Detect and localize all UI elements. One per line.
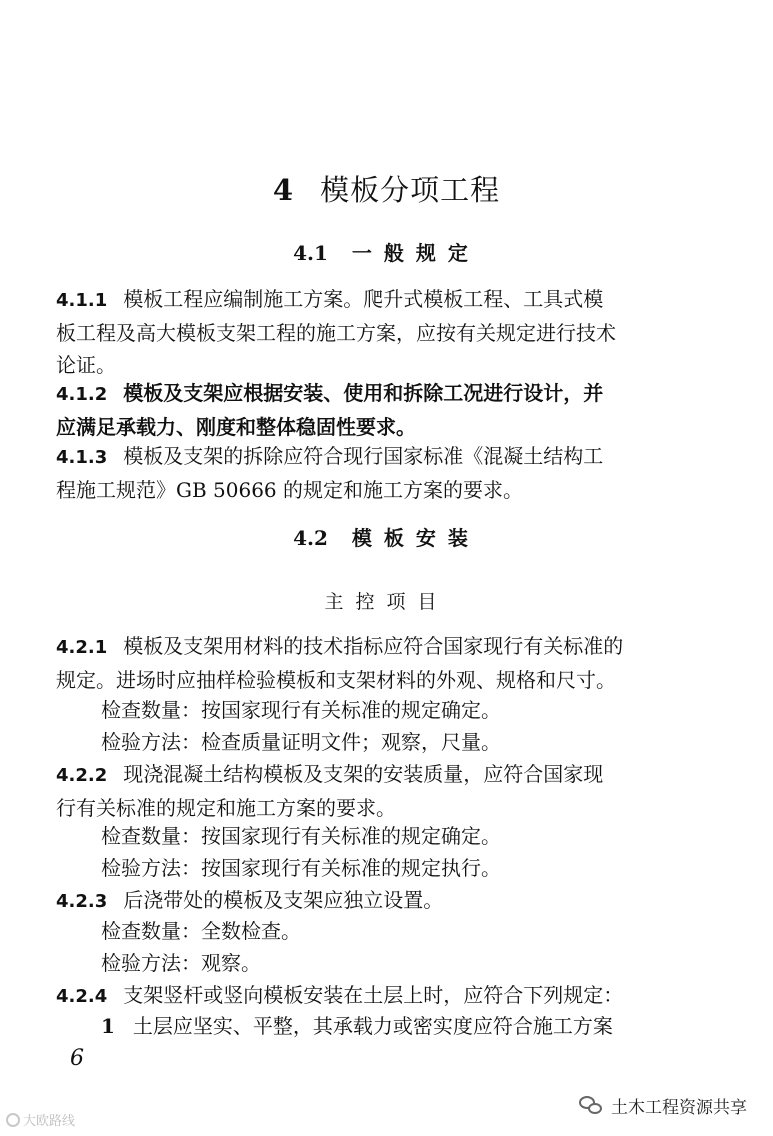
account-name: 土木工程资源共享 <box>611 1098 747 1118</box>
chapter-number: 4 <box>272 173 295 207</box>
clause-4-2-1 <box>56 630 680 696</box>
clause-number: 4.2.4 <box>56 986 108 1007</box>
check-quantity: 检查数量：全数检查。 <box>101 919 301 943</box>
watermark <box>6 1110 75 1129</box>
clause-text: 模板及支架用材料的技术指标应符合国家现行有关标准的 <box>123 634 624 658</box>
section-title-text: 一般规定 <box>351 241 480 265</box>
watermark-text: 大欧路线 <box>23 1114 76 1129</box>
check-method: 检验方法：检查质量证明文件；观察，尺量。 <box>101 730 501 754</box>
clause-number: 4.1.2 <box>56 384 108 405</box>
clause-number: 4.2.2 <box>56 765 108 786</box>
clause-text: 模板工程应编制施工方案。爬升式模板工程、工具式模 <box>123 287 604 311</box>
clause-text: 规定。进场时应抽样检验模板和支架材料的外观、规格和尺寸。 <box>56 668 616 692</box>
clause-text: 模板及支架应根据安装、使用和拆除工况进行设计，并 <box>123 381 604 405</box>
section-number: 4.2 <box>293 526 328 550</box>
check-method: 检验方法：按国家现行有关标准的规定执行。 <box>101 856 501 880</box>
clause-text: 程施工规范》GB 50666 的规定和施工方案的要求。 <box>56 478 524 502</box>
clause-text: 支架竖杆或竖向模板安装在土层上时，应符合下列规定： <box>123 983 624 1007</box>
section-title-4-2 <box>0 522 773 551</box>
clause-text: 板工程及高大模板支架工程的施工方案，应按有关规定进行技术 <box>56 321 616 345</box>
clause-number: 4.2.1 <box>56 637 108 658</box>
check-quantity: 检查数量：按国家现行有关标准的规定确定。 <box>101 698 501 722</box>
clause-number: 4.1.1 <box>56 290 108 311</box>
chapter-title-text: 模板分项工程 <box>320 173 501 207</box>
clause-4-1-1 <box>56 283 680 381</box>
clause-text: 现浇混凝土结构模板及支架的安装质量，应符合国家现 <box>123 762 604 786</box>
list-item-number: 1 <box>101 1014 115 1038</box>
clause-text: 行有关标准的规定和施工方案的要求。 <box>56 796 396 820</box>
clause-4-1-2 <box>56 377 680 443</box>
clause-number: 4.1.3 <box>56 447 108 468</box>
check-method: 检验方法：观察。 <box>101 951 261 975</box>
section-number: 4.1 <box>293 241 328 265</box>
check-quantity: 检查数量：按国家现行有关标准的规定确定。 <box>101 824 501 848</box>
clause-4-2-4 <box>56 979 680 1013</box>
clause-4-2-2 <box>56 758 680 824</box>
page-number: 6 <box>70 1046 84 1071</box>
subheading-main-control-items: 主控项目 <box>324 591 449 613</box>
section-title-4-1 <box>0 237 773 266</box>
list-item-text: 土层应坚实、平整，其承载力或密实度应符合施工方案 <box>132 1014 613 1038</box>
clause-text: 模板及支架的拆除应符合现行国家标准《混凝土结构工 <box>123 444 604 468</box>
clause-text: 后浇带处的模板及支架应独立设置。 <box>123 888 444 912</box>
clause-text: 论证。 <box>56 353 116 377</box>
watermark-logo-icon <box>6 1113 20 1127</box>
clause-number: 4.2.3 <box>56 891 108 912</box>
account-badge[interactable] <box>579 1093 747 1118</box>
list-item <box>101 1010 613 1042</box>
clause-4-1-3 <box>56 440 680 506</box>
chapter-title <box>0 168 773 209</box>
wechat-icon <box>579 1096 603 1116</box>
clause-text: 应满足承载力、刚度和整体稳固性要求。 <box>56 415 416 439</box>
clause-4-2-3 <box>56 884 680 918</box>
section-title-text: 模板安装 <box>351 526 480 550</box>
